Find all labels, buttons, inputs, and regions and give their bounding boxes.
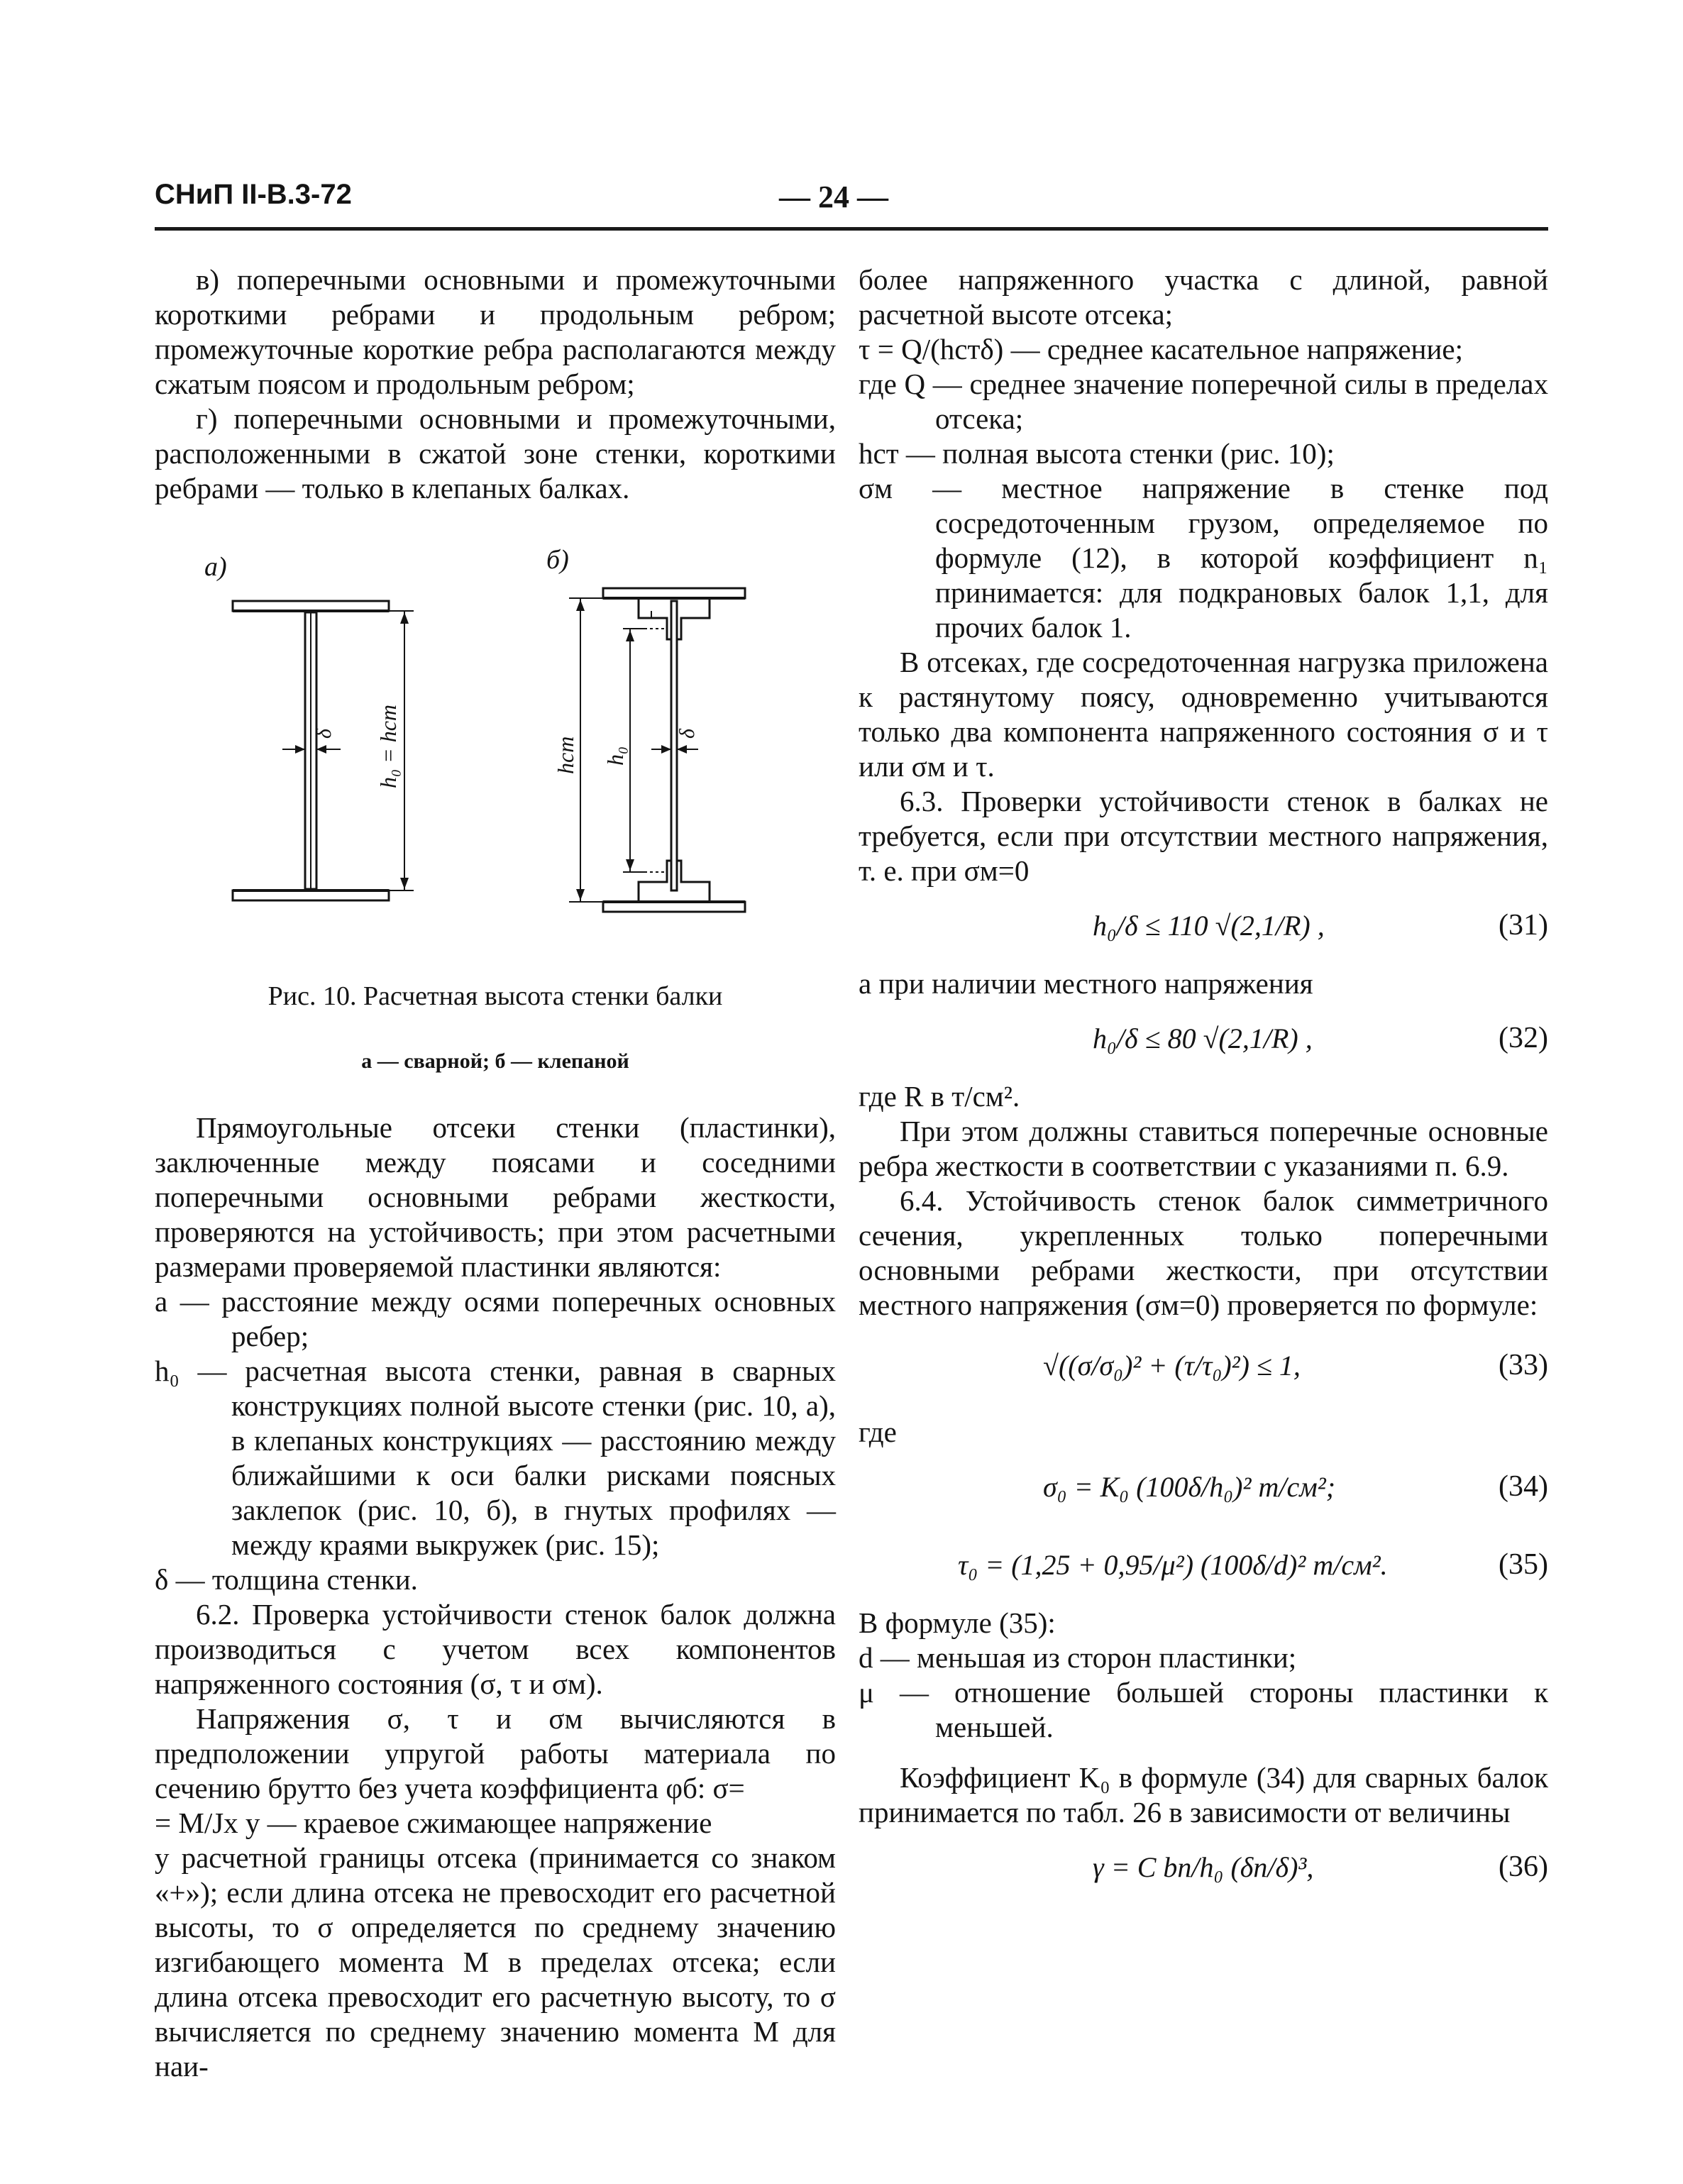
formula-32-number: (32) xyxy=(1499,1022,1548,1054)
riveted-beam-diagram xyxy=(546,545,745,912)
section-6-2: 6.2. Проверка устойчивости стенок балок должна производиться с учетом всех компонентов напряженного состояния (σ, τ и σм). xyxy=(155,1598,836,1700)
formula-33-number: (33) xyxy=(1499,1349,1548,1381)
item-v: в) поперечными основными и промежуточными короткими ребрами и продольным ребром; промежуточные короткие ребра располагаются между сжатым поясом и продольным ребром; xyxy=(155,263,836,400)
definition-d: d — меньшая из сторон пластинки; xyxy=(859,1641,1297,1674)
section-6-3: 6.3. Проверки устойчивости стенок в балках не требуется, если при отсутствии местного напряжения, т. е. при σм=0 xyxy=(859,785,1548,887)
right-column xyxy=(859,263,1548,1908)
hcm-label: hcm xyxy=(553,736,578,774)
formula-32 xyxy=(859,1001,1548,1079)
paragraph-stresses-continued: у расчетной границы отсека (принимается со знаком «+»); если длина отсека не превосходит его расчетной высоты, то σ определяется по среднему значению изгибающего момента M в пределах отсека; если длина отсека превосходит его расчетную высоту, то σ вычисляется по среднему значению момента M для наи- xyxy=(155,1841,836,2083)
formula-33 xyxy=(859,1323,1548,1415)
paragraph-stresses: Напряжения σ, τ и σм вычисляются в предположении упругой работы материала по сечению брутто без учета коэффициента φб: σ= xyxy=(155,1702,836,1804)
formula-36-body: γ = C bп/h₀ (δп/δ)³, xyxy=(1093,1851,1314,1883)
definition-mu: μ — отношение большей стороны пластинки к меньшей. xyxy=(859,1676,1548,1743)
definition-a: a — расстояние между осями поперечных основных ребер; xyxy=(155,1285,836,1352)
definition-h0: h₀ — расчетная высота стенки, равная в сварных конструкциях полной высоте стенки (рис. 10, а), в клепаных конструкциях — расстоянию между ближайшими к оси балки рисками поясных заклепок (рис. 10, б), в гнутых профилях — между краями выкружек (рис. 15); xyxy=(155,1355,836,1561)
with-local-stress: а при наличии местного напряжения xyxy=(859,967,1313,1000)
h0-eq-hcm-label: h₀ = hcm xyxy=(375,704,401,788)
formula-35 xyxy=(859,1528,1548,1606)
figure-caption-legend: а — сварной; б — клепаной xyxy=(361,1049,629,1073)
where-hst: hст — полная высота стенки (рис. 10); xyxy=(859,437,1335,470)
where-label: где xyxy=(859,1416,897,1448)
where-Q: где Q — среднее значение поперечной силы в пределах отсека; xyxy=(859,368,1548,435)
item-g: г) поперечными основными и промежуточными, расположенными в сжатой зоне стенки, короткими ребрами — только в клепаных балках. xyxy=(155,402,836,504)
figure-label-a: а) xyxy=(204,552,227,582)
header-rule xyxy=(155,227,1548,231)
page-header xyxy=(155,179,1545,228)
paragraph-K0: Коэффициент K₀ в формуле (34) для сварных балок принимается по табл. 26 в зависимости от величины xyxy=(859,1761,1548,1829)
in-formula-35: В формуле (35): xyxy=(859,1606,1056,1639)
where-R: где R в т/см². xyxy=(859,1080,1020,1113)
delta-label-b: δ xyxy=(675,729,699,739)
section-6-4: 6.4. Устойчивость стенок балок симметричного сечения, укрепленных только поперечными основными ребрами жесткости, при отсутствии местного напряжения (σм=0) проверяется по формуле: xyxy=(859,1184,1548,1321)
formula-34 xyxy=(859,1450,1548,1528)
standard-code: СНиП II-В.3-72 xyxy=(155,179,352,210)
formula-35-body: τ₀ = (1,25 + 0,95/μ²) (100δ/d)² т/см². xyxy=(958,1549,1388,1581)
formula-sigma-edge: = M/Jx y — краевое сжимающее напряжение xyxy=(155,1807,712,1839)
paragraph-tension-flange: В отсеках, где сосредоточенная нагрузка приложена к растянутому поясу, одновременно учитываются только два компонента напряженного состояния σ и τ или σм и τ. xyxy=(859,646,1548,783)
formula-32-body: h₀/δ ≤ 80 √(2,1/R) , xyxy=(1093,1022,1313,1054)
formula-34-number: (34) xyxy=(1499,1470,1548,1503)
definition-delta: δ — толщина стенки. xyxy=(155,1563,418,1596)
formula-31-body: h₀/δ ≤ 110 √(2,1/R) , xyxy=(1093,910,1325,942)
formula-36 xyxy=(859,1830,1548,1908)
formula-36-number: (36) xyxy=(1499,1851,1548,1883)
paragraph-ribs: При этом должны ставиться поперечные основные ребра жесткости в соответствии с указаниями п. 6.9. xyxy=(859,1115,1548,1182)
formula-31-number: (31) xyxy=(1499,909,1548,942)
formula-34-body: σ₀ = K₀ (100δ/h₀)² т/см²; xyxy=(1043,1471,1336,1503)
h0-label: h₀ xyxy=(602,746,628,766)
formula-tau: τ = Q/(hстδ) — среднее касательное напряжение; xyxy=(859,333,1463,365)
formula-31 xyxy=(859,888,1548,966)
figure-label-b: б) xyxy=(546,545,569,575)
figure-10 xyxy=(155,533,836,973)
figure-caption: Рис. 10. Расчетная высота стенки балки xyxy=(267,981,723,1011)
beam-diagrams xyxy=(155,533,793,973)
delta-label-a: δ xyxy=(312,729,336,739)
formula-35-number: (35) xyxy=(1499,1548,1548,1581)
paragraph-continuation: более напряженного участка с длиной, равной расчетной высоте отсека; xyxy=(859,263,1548,331)
page-number: — 24 — xyxy=(779,180,888,214)
paragraph-rectangular-panels: Прямоугольные отсеки стенки (пластинки), заключенные между поясами и соседними поперечными основными ребрами жесткости, проверяются на устойчивость; при этом расчетными размерами проверяемой пластинки являются: xyxy=(155,1111,836,1283)
formula-33-body: √((σ/σ₀)² + (τ/τ₀)²) ≤ 1, xyxy=(1043,1350,1301,1381)
where-sigma-m: σм — местное напряжение в стенке под сосредоточенным грузом, определяемое по формуле (12), в которой коэффициент n₁ принимается: для подкрановых балок 1,1, для прочих балок 1. xyxy=(859,472,1548,644)
left-column xyxy=(155,263,836,2084)
welded-beam-diagram xyxy=(204,552,414,900)
